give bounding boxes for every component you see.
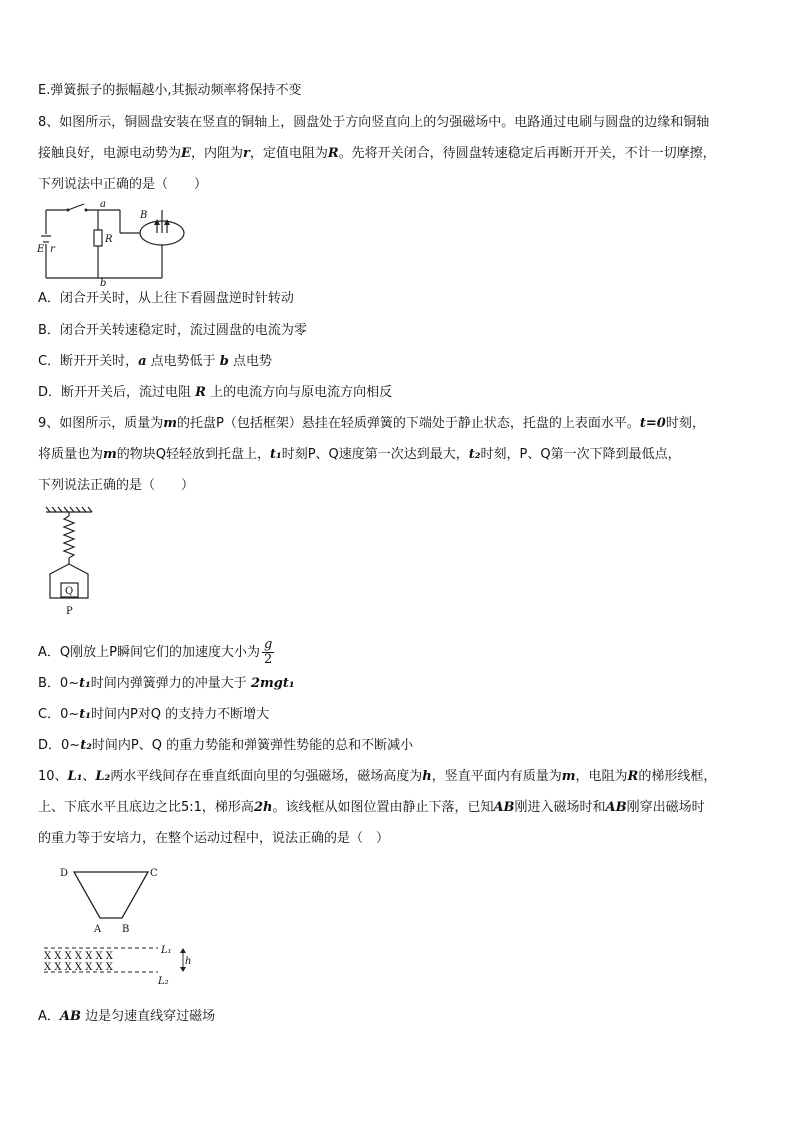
q10-stem-line1: 10、L₁、L₂两水平线间存在垂直纸面向里的匀强磁场，磁场高度为h，竖直平面内有质量为m，电阻为R的梯形线框，	[38, 769, 717, 784]
q8-option-c: C．断开开关时，a 点电势低于 b 点电势	[38, 354, 273, 369]
q10-cross-row-1: X X X X X X X	[44, 951, 113, 962]
q9-stem-line1: 9、如图所示，质量为m的托盘P（包括框架）悬挂在轻质弹簧的下端处于静止状态，托盘的上表面水平。t=0时刻，	[38, 416, 705, 431]
q10-figure-label-h: h	[185, 956, 192, 967]
q9-figure-label-Q: Q	[65, 586, 74, 597]
q8-figure-label-b: b	[100, 278, 107, 289]
q9-option-d: D．0~t₂时间内P、Q 的重力势能和弹簧弹性势能的总和不断减小	[38, 738, 414, 753]
q9-figure-label-P: P	[66, 606, 73, 617]
q7-option-e: E.弹簧振子的振幅越小,其振动频率将保持不变	[38, 83, 302, 98]
q10-figure-label-B: B	[122, 924, 130, 935]
q9-stem-line3: 下列说法正确的是（ ）	[38, 478, 195, 493]
q10-figure-label-C: C	[150, 868, 158, 879]
q9-option-a: A．Q刚放上P瞬间它们的加速度大小为 $\frac{g}{2}$	[38, 637, 273, 667]
q8-stem-line1: 8、如图所示，铜圆盘安装在竖直的铜轴上，圆盘处于方向竖直向上的匀强磁场中。电路通过电刷与圆盘的边缘和铜轴	[38, 115, 710, 130]
fraction-g-over-2: $\frac{g}{2}$	[263, 637, 273, 667]
q10-figure-label-A: A	[94, 924, 102, 935]
q8-option-b: B．闭合开关转速稳定时，流过圆盘的电流为零	[38, 323, 307, 338]
q8-option-a: A．闭合开关时，从上往下看圆盘逆时针转动	[38, 291, 294, 306]
q8-stem-line3: 下列说法中正确的是（ ）	[38, 177, 208, 192]
q10-option-a: A．AB 边是匀速直线穿过磁场	[38, 1009, 216, 1024]
q10-figure-label-L1: L₁	[161, 945, 172, 956]
q8-option-d: D．断开开关后，流过电阻 R 上的电流方向与原电流方向相反	[38, 385, 393, 400]
q8-circuit-figure	[36, 199, 196, 289]
q9-spring-figure	[40, 506, 100, 618]
q10-trapezoid-figure	[38, 858, 198, 990]
q10-cross-row-2: X X X X X X X	[44, 962, 113, 973]
q9-option-b: B．0~t₁时间内弹簧弹力的冲量大于 2mgt₁	[38, 676, 295, 691]
q10-figure-label-D: D	[60, 868, 69, 879]
q9-stem-line2: 将质量也为m的物块Q轻轻放到托盘上，t₁时刻P、Q速度第一次达到最大，t₂时刻，P、Q第一次下降到最低点，	[38, 447, 681, 462]
q8-figure-label-E: E	[37, 244, 45, 255]
q8-stem-line2: 接触良好，电源电动势为E，内阻为r，定值电阻为R。先将开关闭合，待圆盘转速稳定后再断开开关，不计一切摩擦，	[38, 146, 716, 161]
q8-figure-label-R: R	[105, 234, 113, 245]
q10-stem-line2: 上、下底水平且底边之比5:1，梯形高2h。该线框从如图位置由静止下落，已知AB刚进入磁场时和AB刚穿出磁场时	[38, 800, 705, 815]
q8-figure-label-a: a	[100, 199, 106, 210]
q8-figure-label-B: B	[140, 210, 148, 221]
q8-figure-label-r: r	[50, 244, 55, 255]
q9-option-c: C．0~t₁时间内P对Q 的支持力不断增大	[38, 707, 270, 722]
q10-stem-line3: 的重力等于安培力，在整个运动过程中，说法正确的是（ ）	[38, 831, 390, 846]
q10-figure-label-L2: L₂	[158, 976, 169, 987]
